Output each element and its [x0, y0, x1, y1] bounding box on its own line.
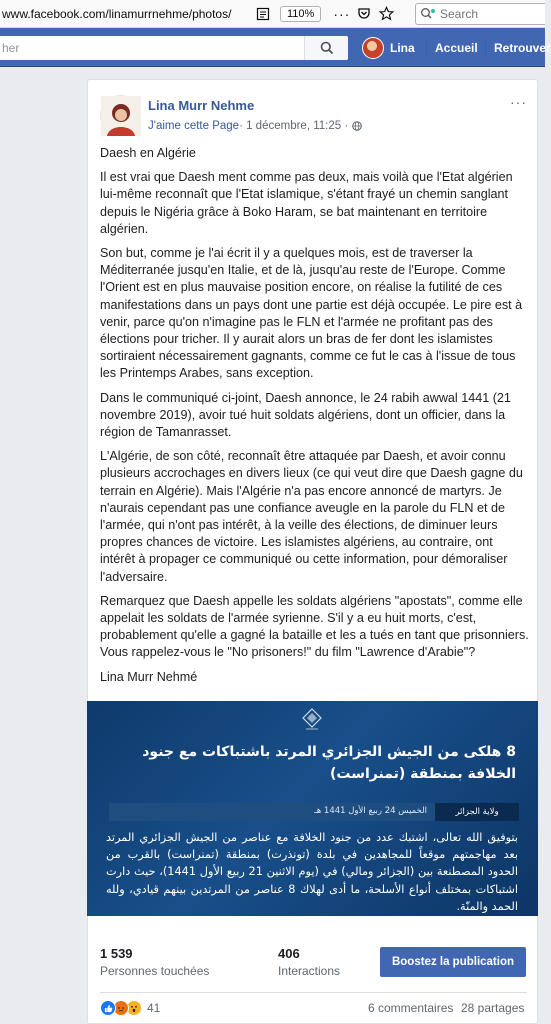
divider — [100, 992, 527, 993]
nav-find-friends-link[interactable]: Retrouver — [494, 41, 551, 55]
post-paragraph: Daesh en Algérie — [100, 146, 196, 160]
globe-icon — [352, 121, 362, 131]
attachment-region: ولاية الجزائر — [435, 803, 519, 821]
search-icon — [320, 41, 334, 55]
pocket-icon[interactable] — [356, 6, 372, 22]
reactions-summary[interactable] — [100, 1000, 160, 1016]
nav-divider — [426, 41, 427, 55]
post-card — [87, 79, 538, 1024]
boost-post-button[interactable]: Boostez la publication — [380, 947, 526, 977]
attachment-date: الخميس 24 ربيع الأول 1441 هـ — [314, 806, 427, 816]
like-page-link[interactable]: J'aime cette Page — [148, 120, 240, 132]
fb-profile-link[interactable] — [362, 37, 415, 59]
post-paragraph: Dans le communiqué ci-joint, Daesh annonce, le 24 rabih awwal 1441 (21 novembre 2019), avoir tué huit soldats algériens, dont un officier, dans la région de Tamanrasset. — [100, 390, 511, 440]
comments-link[interactable]: 6 commentaires — [368, 1001, 454, 1015]
attached-image[interactable] — [87, 701, 538, 916]
attachment-info-bar — [109, 803, 519, 821]
nav-home-link[interactable]: Accueil — [435, 41, 478, 55]
post-paragraph: Remarquez que Daesh appelle les soldats algériens "apostats", comme elle appelait les soldats de l'armée syrienne. S'il y a eu huit morts, c'est, probablement qu'elle a gagné la bataille et les a tués en tant que prisonniers. Vous rappelez-vous le "No prisoners!" du film "Lawrence d'Arabie"? — [100, 593, 529, 660]
zoom-level-button[interactable]: 110% — [280, 6, 321, 22]
facebook-header — [0, 28, 551, 67]
page-avatar[interactable] — [100, 95, 140, 135]
browser-toolbar — [0, 0, 545, 28]
shares-link[interactable]: 28 partages — [461, 1001, 525, 1015]
avatar — [362, 37, 384, 59]
browser-search-input[interactable] — [440, 7, 530, 21]
interactions-count: 406 — [278, 946, 300, 961]
fb-search-input[interactable] — [0, 41, 300, 55]
reader-view-icon[interactable] — [254, 6, 272, 22]
reach-count: 1 539 — [100, 946, 133, 961]
page-actions-icon[interactable]: ··· — [333, 5, 351, 22]
search-icon — [420, 7, 436, 21]
interactions-label: Interactions — [278, 964, 341, 978]
reach-label: Personnes touchées — [100, 964, 210, 978]
fb-search-button[interactable] — [304, 36, 348, 60]
post-meta — [148, 120, 362, 132]
fb-search-bar[interactable] — [0, 36, 348, 60]
post-paragraph: Il est vrai que Daesh ment comme pas deux, mais voilà que l'Etat algérien lui-même reconnaît que l'Etat islamique, s'étant frayé un chemin sanglant depuis le Nigéria grâce à Boko Haram, se bat maintenant en territoire algérien. — [100, 170, 513, 236]
post-author-link[interactable]: Lina Murr Nehme — [148, 98, 255, 113]
post-options-icon[interactable]: ··· — [510, 94, 527, 110]
attachment-text: بتوفيق الله تعالى، اشتبك عدد من جنود الخلافة مع عناصر من الجيش الجزائري المرتد بعد مهاجمتهم موقعاً للمجاهدين في بلدة (تونذرت) بمنطقة (تمنراست) بالقرب من الحدود المصطنعة بين (الجزائر ومالي) في (يوم الاثنين 21 ربيع الأول 1441)، حيث دارت اشتباكات بمختلف أنواع الأسلحة، ما أدى لهلاك 8 عناصر من المرتدين بينهم قيادي، ولله الحمد والمنّة. — [106, 831, 518, 913]
nav-divider — [485, 41, 486, 55]
post-timestamp[interactable]: · 1 décembre, 11:25 · — [239, 120, 349, 132]
fb-user-name: Lina — [390, 41, 415, 55]
reactions-count: 41 — [147, 1001, 161, 1015]
url-bar[interactable]: www.facebook.com/linamurrnehme/photos/ — [2, 6, 232, 21]
emblem-icon — [300, 708, 324, 730]
attachment-title: 8 هلكى من الجيش الجزائري المرتد باشتباكات مع جنود الخلافة بمنطقة (تمنراست) — [142, 744, 516, 782]
like-reaction-icon — [100, 1000, 116, 1016]
post-signature: Lina Murr Nehmé — [100, 669, 198, 684]
bookmark-star-icon[interactable] — [378, 6, 394, 22]
browser-search-box[interactable] — [415, 3, 545, 25]
post-text — [100, 145, 530, 693]
post-paragraph: Son but, comme je l'ai écrit il y a quelques mois, est de traverser la Méditerranée jusqu'en Italie, et de là, jusqu'au reste de l'Europe. Comme l'Orient est en plus mauvaise position encore, on réalise la futilité de ces manifestations dans un pays dont une partie est déjà occupée. Le pire est à venir, parce qu'on n'imagine pas le FLN et l'armée ne profitant pas des élections pour tricher. Il y aurait alors un bras de fer dont les islamistes sortiraient nécessairement gagnants, comme ce fut le cas à l'issue de tous les Printemps Arabes, sans exception. — [100, 246, 523, 381]
post-paragraph: L'Algérie, de son côté, reconnaît être attaquée par Daesh, et avoir connu plusieurs accrochages en divers lieux (ce qui veut dire que Daesh gagne du terrain en Algérie). Mais l'Algérie n'a pas encore annoncé de martyrs. Je n'aurais cependant pas une confiance aveugle en la parole du FLN et de l'armée, qui n'ont pas intérêt, à la veille des élections, de diminuer leurs propres chances de victoire. Les islamistes algériens, au contraire, ont intérêt à propager ce communiqué ou cette information, pour démoraliser l'adversaire. — [100, 449, 523, 584]
